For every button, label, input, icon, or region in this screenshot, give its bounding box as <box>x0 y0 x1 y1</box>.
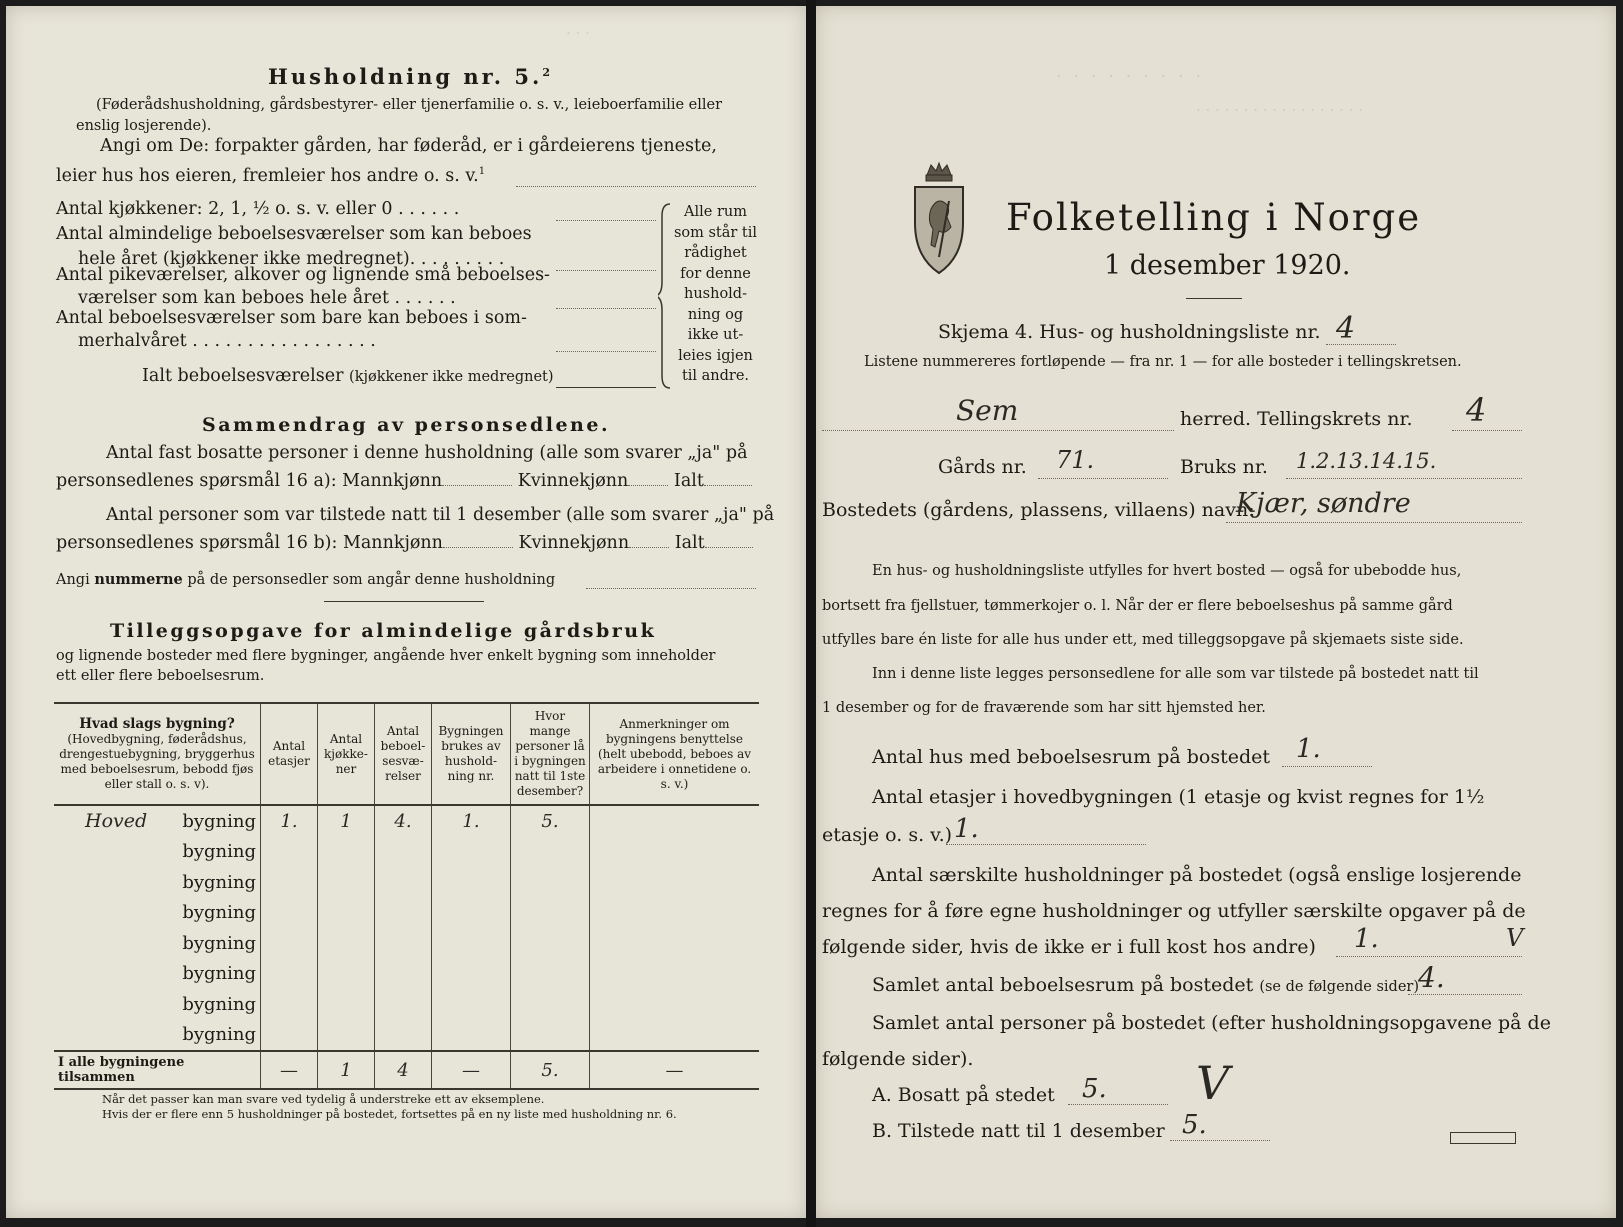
total-rooms-label: Ialt beboelsesværelser (kjøkkener ikke medregnet) <box>142 366 554 386</box>
bruks-value: 1.2.13.14.15. <box>1296 449 1437 473</box>
herred-value: Sem <box>956 394 1019 427</box>
instructions-5: 1 desember og for de fraværende som har sitt hjemsted her. <box>822 700 1266 716</box>
census-title: Folketelling i Norge <box>1006 196 1422 239</box>
kitchens-label: Antal kjøkkener: 2, 1, ½ o. s. v. eller 0 . . . . . . <box>56 199 460 219</box>
floors-label-2: etasje o. s. v.) <box>822 824 953 846</box>
intro-line-2: leier hus hos eieren, fremleier hos andre o. s. v.$^1$ <box>56 166 486 186</box>
col-household: Bygningen brukes av hushold-ning nr. <box>432 703 511 805</box>
summary-heading: Sammendrag av personsedlene. <box>202 414 611 436</box>
resident-value: 5. <box>1082 1074 1107 1104</box>
title-divider <box>1186 298 1242 299</box>
supplement-text-2: ett eller flere beboelsesrum. <box>56 668 265 684</box>
gards-label: Gårds nr. <box>938 456 1027 478</box>
bosted-label: Bostedets (gårdens, plassens, villaens) navn: <box>822 499 1255 521</box>
right-page <box>816 6 1616 1218</box>
total-rooms-line <box>556 387 656 388</box>
general-rooms-label-1: Antal almindelige beboelsesværelser som kan beboes <box>56 224 532 244</box>
instructions-2: bortsett fra fjellstuer, tømmerkojer o. l. Når der er flere beboelseshus på samme gård <box>822 598 1453 614</box>
col-remarks: Anmerkninger om bygningens benyttelse (helt ubebodd, beboes av arbeidere i onnetidene o. s. v.) <box>590 703 760 805</box>
footnote-1: Når det passer kan man svare ved tydelig å understreke ett av eksemplene. <box>102 1092 545 1106</box>
maid-rooms-line <box>556 308 656 309</box>
summary-divider <box>324 601 484 602</box>
households-label-1: Antal særskilte husholdninger på bostedet (også enslige losjerende <box>872 864 1522 886</box>
page-gutter <box>806 0 816 1227</box>
schema-value: 4 <box>1336 311 1356 346</box>
intro-line-1: Angi om De: forpakter gården, har føderåd, er i gårdeierens tjeneste, <box>100 136 717 156</box>
present-value: 5. <box>1182 1110 1207 1140</box>
maid-rooms-label-1: Antal pikeværelser, alkover og lignende små beboelses- <box>56 265 550 285</box>
gards-line <box>1038 478 1168 479</box>
households-value: 1. <box>1354 924 1379 954</box>
table-row: bygning <box>54 837 759 868</box>
bleed-through: · · · <box>566 24 590 42</box>
table-row: bygning <box>54 1020 759 1052</box>
instructions-1: En hus- og husholdningsliste utfylles for hvert bosted — også for ubebodde hus, <box>872 563 1462 579</box>
printer-stamp <box>1450 1132 1516 1144</box>
houses-value: 1. <box>1296 734 1321 764</box>
households-label-2: regnes for å føre egne husholdninger og utfyller særskilte opgaver på de <box>822 900 1526 922</box>
gards-value: 71. <box>1056 446 1095 474</box>
table-total-row: I alle bygningene tilsammen — 1 4 — 5. — <box>54 1051 759 1089</box>
household-intro-note: (Føderådshusholdning, gårdsbestyrer- eller tjenerfamilie o. s. v., leieboerfamilie eller enslig losjerende). <box>76 97 723 134</box>
bleed-through-text: · · · · · · · · · · · · · · · · · · <box>1196 101 1363 119</box>
general-rooms-label-2: hele året (kjøkkener ikke medregnet). . . . . . . . . <box>78 249 505 269</box>
footnote-2: Hvis der er flere enn 5 husholdninger på bostedet, fortsettes på en ny liste med husholdning nr. 6. <box>102 1107 677 1121</box>
numbers-instruction: Angi nummerne på de personsedler som angår denne husholdning <box>56 571 556 588</box>
resident-line <box>1068 1104 1168 1105</box>
household-heading: Husholdning nr. 5.$^2$ <box>268 64 553 89</box>
numbers-line <box>586 588 756 589</box>
summer-rooms-label-1: Antal beboelsesværelser som bare kan beboes i som- <box>56 308 527 328</box>
summer-rooms-line <box>556 351 656 352</box>
persons-label-2: følgende sider). <box>822 1048 974 1070</box>
maid-rooms-label-2: værelser som kan beboes hele året . . . . . . <box>78 288 456 308</box>
floors-value: 1. <box>954 814 979 844</box>
buildings-table <box>54 702 759 1090</box>
households-label-3: følgende sider, hvis de ikke er i full kost hos andre) <box>822 936 1316 958</box>
households-check: V <box>1506 924 1524 952</box>
table-row: bygning <box>54 867 759 898</box>
rooms-total-label: Samlet antal beboelsesrum på bostedet (se de følgende sider) <box>872 974 1420 996</box>
resident-label: A. Bosatt på stedet <box>872 1084 1055 1106</box>
supplement-heading: Tilleggsopgave for almindelige gårdsbruk <box>110 620 657 642</box>
col-rooms: Antal beboel-sesvæ-relser <box>375 703 432 805</box>
general-rooms-line <box>556 270 656 271</box>
floors-label-1: Antal etasjer i hovedbygningen (1 etasje og kvist regnes for 1½ <box>872 786 1485 808</box>
instructions-3: utfylles bare én liste for alle hus under ett, med tilleggsopgave på skjemaets siste side. <box>822 632 1464 648</box>
bosted-value: Kjær, søndre <box>1236 488 1411 519</box>
intro-answer-line <box>516 186 756 187</box>
rooms-total-line <box>1408 994 1522 995</box>
herred-label: herred. Tellingskrets nr. <box>1180 408 1413 430</box>
coat-of-arms-icon <box>909 161 969 279</box>
summary-present-1: Antal personer som var tilstede natt til 1 desember (alle som svarer „ja" på <box>106 505 775 525</box>
table-row: Hoved bygning 1. 1 4. 1. 5. <box>54 805 759 837</box>
summary-resident-2: personsedlenes spørsmål 16 a): Mannkjønn Kvinnekjønn Ialt <box>56 471 752 491</box>
kitchens-line <box>556 220 656 221</box>
houses-line <box>1282 766 1372 767</box>
instructions-4: Inn i denne liste legges personsedlene for alle som var tilstede på bostedet natt til <box>872 666 1479 682</box>
census-date: 1 desember 1920. <box>1104 250 1351 281</box>
rooms-total-value: 4. <box>1418 961 1445 994</box>
krets-value: 4 <box>1466 391 1487 429</box>
summary-present-2: personsedlenes spørsmål 16 b): Mannkjønn Kvinnekjønn Ialt <box>56 533 753 553</box>
bruks-label: Bruks nr. <box>1180 456 1268 478</box>
table-row: bygning <box>54 898 759 929</box>
bleed-through-heading: · · · · · · · · · <box>1056 66 1205 87</box>
table-row: bygning <box>54 989 759 1020</box>
resident-check: V <box>1196 1056 1230 1110</box>
supplement-text-1: og lignende bosteder med flere bygninger, angående hver enkelt bygning som inneholder <box>56 648 716 664</box>
krets-line <box>1452 430 1522 431</box>
numbering-note: Listene nummereres fortløpende — fra nr. 1 — for alle bosteder i tellingskretsen. <box>864 354 1462 370</box>
bosted-line <box>1226 522 1522 523</box>
bruks-line <box>1286 478 1522 479</box>
col-kitchens: Antal kjøkke-ner <box>318 703 375 805</box>
col-building-type: Hvad slags bygning? (Hovedbygning, føderådshus, drengestuebygning, bryggerhus med beboelsesrum, bebodd fjøs eller stall o. s. v). <box>54 703 261 805</box>
left-page <box>6 6 806 1218</box>
col-persons: Hvor mange personer lå i bygningen natt til 1ste desember? <box>511 703 590 805</box>
floors-line <box>946 844 1146 845</box>
households-line <box>1336 956 1522 957</box>
herred-line <box>822 430 1174 431</box>
table-row: bygning <box>54 959 759 990</box>
houses-label: Antal hus med beboelsesrum på bostedet <box>872 746 1271 768</box>
present-line <box>1170 1140 1270 1141</box>
schema-label: Skjema 4. Hus- og husholdningsliste nr. <box>938 321 1321 343</box>
col-floors: Antal etasjer <box>261 703 318 805</box>
summary-resident-1: Antal fast bosatte personer i denne husholdning (alle som svarer „ja" på <box>106 443 748 463</box>
present-label: B. Tilstede natt til 1 desember <box>872 1120 1165 1142</box>
rooms-side-note: Alle rum som står til rådighet for denne hushold- ning og ikke ut- leies igjen til andre. <box>673 204 758 384</box>
persons-label-1: Samlet antal personer på bostedet (efter husholdningsopgavene på de <box>872 1012 1551 1034</box>
schema-line <box>1326 344 1396 345</box>
summer-rooms-label-2: merhalvåret . . . . . . . . . . . . . . . . . <box>78 331 376 351</box>
table-row: bygning <box>54 928 759 959</box>
